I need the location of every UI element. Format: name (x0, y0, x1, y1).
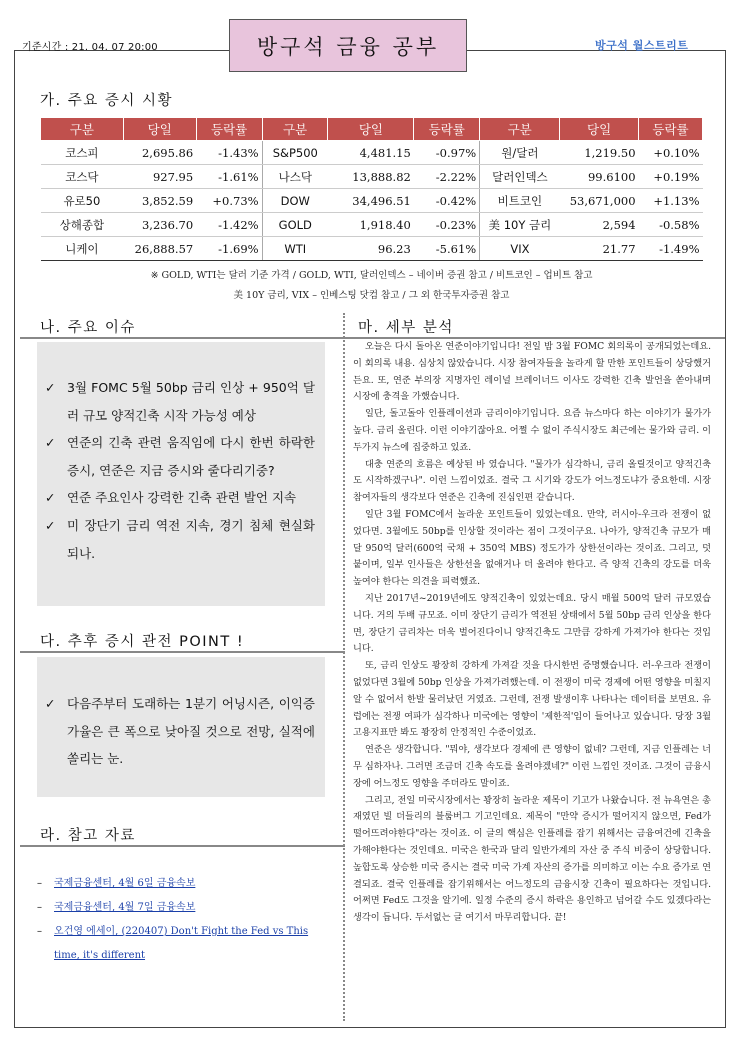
market-table (40, 117, 703, 261)
table-cell: +0.19% (639, 165, 703, 189)
table-cell: 3,852.59 (123, 189, 196, 213)
table-cell: 美 10Y 금리 (480, 213, 560, 237)
table-cell: 26,888.57 (123, 237, 196, 261)
col-header: 당일 (328, 118, 414, 141)
table-cell: +0.10% (639, 141, 703, 165)
table-cell: 13,888.82 (328, 165, 414, 189)
issues-box (37, 342, 325, 606)
table-cell: 원/달러 (480, 141, 560, 165)
brand-logo: 방구석 월스트리트 (595, 39, 689, 52)
dash-bullet: – (37, 878, 42, 889)
dash-bullet: – (37, 926, 42, 937)
analysis-paragraph: 연준은 생각합니다. "뭐야, 생각보다 경제에 큰 영향이 없네? 그런데, 지금 인플레는 너무 심하자나. 그러면 조금더 긴축 속도를 올려야겠네?" 이런 느낌인 것이죠. 그것이 금융시장에 어느정도 영향을 주더라도 말이죠. (353, 744, 711, 789)
table-cell: 나스닥 (262, 165, 328, 189)
analysis-body (353, 339, 711, 927)
table-cell: 3,236.70 (123, 213, 196, 237)
table-cell: -0.97% (414, 141, 480, 165)
table-cell: 달러인덱스 (480, 165, 560, 189)
issue-text: 연준의 긴축 관련 움직임에 다시 한번 하락한 증시, 연준은 지금 증시와 줄다리기중? (67, 435, 315, 478)
analysis-paragraph: 일단 3월 FOMC에서 놀라운 포인트들이 있었는데요. 만약, 러시아-우크라 전쟁이 없었다면. 3월에도 50bp를 인상할 것이라는 점이 그것이구요. 나아가, 양적긴축 규모가 매달 950억 달러(600억 국채 + 350억 MBS) 정도가가 상한선이라는 것이죠. 그리고, 덧붙이며, 일부 인사들은 상한선을 없애거나 더 올려야 한다고. 즉 양적 긴축의 강도를 더욱 높여야 한다는 의견을 피력했죠. (353, 508, 711, 588)
table-cell: +1.13% (639, 189, 703, 213)
check-icon: ✓ (45, 435, 56, 450)
table-cell: -1.61% (196, 165, 262, 189)
table-cell: 코스닥 (41, 165, 124, 189)
table-row (41, 189, 703, 213)
issue-item (37, 374, 325, 429)
col-header: 등락률 (639, 118, 703, 141)
table-cell: -1.69% (196, 237, 262, 261)
table-cell: -1.49% (639, 237, 703, 261)
analysis-paragraph: 대충 연준의 흐름은 예상된 바 였습니다. "물가가 심각하니, 금리 올릴것이고 양적긴축도 시작하겠구나". 이런 느낌이었죠. 결국 그 시기와 강도가 어느정도냐가 중요한데. 시장 참여자들의 생각보다 연준은 긴축에 진심인편 같습니다. (353, 458, 711, 504)
table-cell: S&P500 (262, 141, 328, 165)
issue-item (37, 512, 325, 567)
table-cell: +0.73% (196, 189, 262, 213)
col-header: 당일 (123, 118, 196, 141)
col-header: 당일 (560, 118, 639, 141)
table-row (41, 165, 703, 189)
table-cell: -1.43% (196, 141, 262, 165)
table-row (41, 213, 703, 237)
table-cell: 21.77 (560, 237, 639, 261)
table-cell: GOLD (262, 213, 328, 237)
check-icon: ✓ (45, 490, 56, 505)
issue-text: 미 장단기 금리 역전 지속, 경기 침체 현실화 되나. (67, 518, 315, 561)
table-cell: 1,219.50 (560, 141, 639, 165)
section-refs-heading: 라. 참고 자료 (40, 828, 136, 844)
table-row (41, 141, 703, 165)
check-icon: ✓ (45, 696, 56, 711)
dash-bullet: – (37, 902, 42, 913)
table-note-line-1: ※ GOLD, WTI는 달러 기준 가격 / GOLD, WTI, 달러인덱스 – 네이버 증권 참고 / 비트코인 – 업비트 참고 (150, 270, 593, 281)
col-header: 등락률 (414, 118, 480, 141)
section-rule (20, 337, 345, 339)
table-cell: -1.42% (196, 213, 262, 237)
issue-item (37, 429, 325, 484)
check-icon: ✓ (45, 518, 56, 533)
table-cell: 53,671,000 (560, 189, 639, 213)
point-text: 다음주부터 도래하는 1분기 어닝시즌, 이익증가율은 큰 폭으로 낮아질 것으로 전망, 실적에 쏠리는 눈. (67, 696, 315, 766)
table-cell: 니케이 (41, 237, 124, 261)
analysis-paragraph: 또, 금리 인상도 꽝장히 강하게 가져갈 것을 다시한번 증명했습니다. 러-우크라 전쟁이 없었다면 3월에 50bp 인상을 가져가려했는데. 이 전쟁이 미국 경제에 어떤 영향을 미칠지 알 수 없어서 한발 물러났던 거였죠. 그런데, 전쟁 발생이후 나타나는 데이터를 보면요. 유럽에는 전쟁 여파가 심각하나 미국에는 영향이 '제한적'임이 들어나고 있습니다. 당장 3월 고용지표만 봐도 꽝장히 안정적인 수준이었죠. (353, 660, 711, 739)
col-header: 구분 (480, 118, 560, 141)
analysis-paragraph: 일단, 돌고돌아 인플레이션과 금리이야기입니다. 요즘 뉴스마다 하는 이야기가 물가가 높다. 금리 올린다. 이런 이야기잖아요. 어쩔 수 없이 주식시장도 최근에는 물가와 금리. 이 두가지 뉴스에 집중하고 있죠. (353, 408, 711, 453)
section-rule (20, 845, 345, 847)
table-cell: -0.58% (639, 213, 703, 237)
table-cell: DOW (262, 189, 328, 213)
reference-link[interactable]: 국제금융센터, 4월 7일 금융속보 (54, 902, 196, 913)
check-icon: ✓ (45, 380, 56, 395)
col-header: 구분 (262, 118, 328, 141)
section-points-heading: 다. 추후 증시 관전 POINT ! (40, 634, 245, 650)
point-item (37, 690, 325, 773)
table-row (41, 237, 703, 261)
table-cell: 코스피 (41, 141, 124, 165)
table-cell: 2,594 (560, 213, 639, 237)
analysis-paragraph: 그리고, 전일 미국시장에서는 꽝장히 놀라운 제목이 기고가 나왔습니다. 전 뉴욕연은 총재였던 빌 더들리의 블룸버그 기고인데요. 제목이 "만약 증시가 떨어지지 않으면, Fed가 떨어뜨려야한다"라는 것이죠. 이 글의 핵심은 인플레를 잡기 위해서는 금융여건에 긴축을 가해야한다는 것인데요. 미국은 한국과 달리 일반가계의 자산 중 주식 비중이 상당합니다. 높합도록 상승한 미국 증시는 결국 미국 가계 자산의 증가를 의미하고 이는 수요 증가로 연결되죠. 결국 인플레를 잡기위해서는 어느정도의 금융시장 긴축이 필요하다는 것입니다. 어쩌면 Fed도 그것을 알기에. 일정 수준의 증시 하락은 용인하고 넘어갈 수도 있겠다라는 생각이 듭니다. 두서없는 글 여기서 마무리합니다. 끝! (353, 794, 711, 924)
reference-link[interactable]: 국제금융센터, 4월 6일 금융속보 (54, 878, 196, 889)
table-cell: 34,496.51 (328, 189, 414, 213)
table-cell: -0.23% (414, 213, 480, 237)
table-cell: 상해종합 (41, 213, 124, 237)
column-divider (343, 313, 345, 1021)
table-cell: 96.23 (328, 237, 414, 261)
table-cell: -2.22% (414, 165, 480, 189)
table-cell: 1,918.40 (328, 213, 414, 237)
issue-text: 3월 FOMC 5월 50bp 금리 인상 + 950억 달러 규모 양적긴축 시작 가능성 예상 (67, 380, 315, 423)
reference-item (37, 920, 332, 968)
table-cell: 99.6100 (560, 165, 639, 189)
col-header: 등락률 (196, 118, 262, 141)
table-cell: -0.42% (414, 189, 480, 213)
page-title: 방구석 금융 공부 (229, 19, 467, 72)
table-cell: 2,695.86 (123, 141, 196, 165)
reference-link[interactable]: 오건영 에세이, (220407) Don't Fight the Fed vs This time, it's different (54, 926, 309, 961)
table-cell: 927.95 (123, 165, 196, 189)
table-note-line-2: 美 10Y 금리, VIX – 인베스팅 닷컴 참고 / 그 외 한국투자증권 참고 (233, 290, 510, 301)
reference-item (37, 872, 332, 896)
section-market-heading: 가. 주요 증시 시황 (40, 93, 173, 109)
analysis-paragraph: 오늘은 다시 돌아온 연준이야기입니다! 전일 밤 3월 FOMC 회의록이 공개되었는데요. 이 회의록 내용. 심상치 않았습니다. 시장 참여자들을 놀라게 할 만한 포인트들이 상당했거든요. 또, 연준 부의장 지명자인 레이널 브레이너드 이사도 강력한 긴축 발언을 쏟아내며 시장에 충격을 가했습니다. (353, 341, 711, 403)
reference-item (37, 896, 332, 920)
reference-list (37, 848, 332, 968)
section-issues-heading: 나. 주요 이슈 (40, 320, 136, 336)
issue-item (37, 484, 325, 512)
reference-date: 기준시간 : 21. 04. 07 20:00 (22, 42, 158, 53)
col-header: 구분 (41, 118, 124, 141)
table-cell: VIX (480, 237, 560, 261)
table-cell: WTI (262, 237, 328, 261)
section-analysis-heading: 마. 세부 분석 (358, 320, 454, 336)
table-cell: 비트코인 (480, 189, 560, 213)
table-header-row (41, 118, 703, 141)
points-box (37, 657, 325, 797)
table-cell: -5.61% (414, 237, 480, 261)
table-cell: 4,481.15 (328, 141, 414, 165)
analysis-paragraph: 지난 2017년~2019년에도 양적긴축이 있었는데요. 당시 매월 500억 달러 규모였습니다. 거의 두배 규모죠. 이미 장단기 금리가 역전된 상태에서 5월 50bp 금리 인상을 한다면, 장단기 금리차는 더욱 벌어진다이니 양적긴축도 그만큼 강하게 가져가야 한다는 것입니다. (353, 592, 711, 655)
table-cell: 유로50 (41, 189, 124, 213)
section-rule (20, 651, 345, 653)
issue-text: 연준 주요인사 강력한 긴축 관련 발언 지속 (67, 490, 297, 505)
